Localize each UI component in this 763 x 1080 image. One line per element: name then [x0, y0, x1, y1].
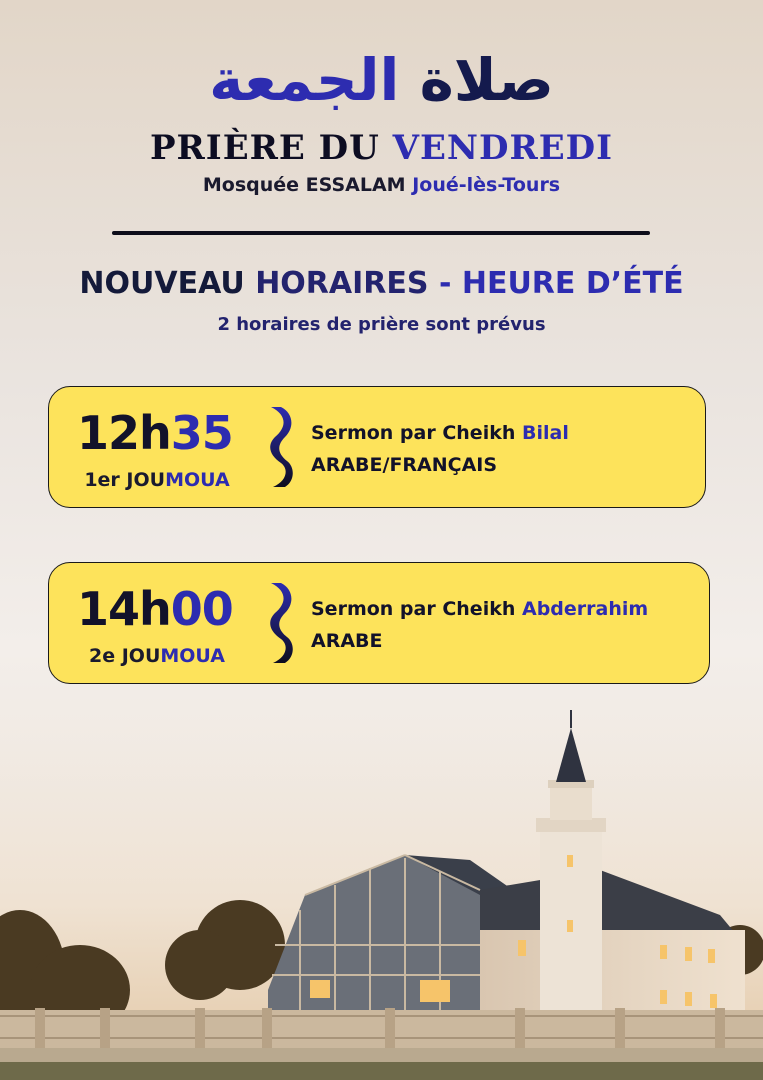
sermon-line: [311, 595, 648, 623]
prayer-label: [77, 643, 237, 669]
prayer-label: [77, 467, 237, 493]
mosque-name: Mosquée ESSALAM: [202, 174, 406, 196]
page-title: [0, 126, 763, 170]
arabic-title: [0, 40, 763, 120]
prayer-time-hour: 14h: [77, 582, 171, 636]
wave-divider-icon: [265, 581, 293, 665]
divider: [112, 231, 650, 235]
headline-part2: HORAIRES: [255, 266, 429, 301]
sermon-speaker: Bilal: [522, 422, 569, 444]
prayer-card-1: [48, 386, 706, 508]
headline-part1: NOUVEAU: [79, 266, 245, 301]
arabic-title-word1: صلاة: [419, 46, 554, 114]
prayer-time: [77, 401, 233, 465]
prayer-label-part2: MOUA: [160, 645, 225, 667]
prayer-time: [77, 577, 233, 641]
sermon-prefix: Sermon par Cheikh: [311, 598, 516, 620]
prayer-card-2: [48, 562, 710, 684]
arabic-title-word2: الجمعة: [209, 46, 400, 114]
prayer-time-minute: 00: [170, 582, 233, 636]
prayer-label-part1: 1er JOU: [84, 469, 166, 491]
page-title-part1: PRIÈRE DU: [149, 128, 380, 168]
mosque-subtitle: [0, 172, 763, 198]
mosque-photo: [0, 690, 763, 1080]
sermon-speaker: Abderrahim: [522, 598, 649, 620]
sermon-language: ARABE: [311, 630, 383, 652]
headline-separator: -: [438, 266, 452, 301]
sermon-line: [311, 419, 569, 447]
wave-divider-icon: [265, 405, 293, 489]
schedule-headline: [0, 262, 763, 306]
prayer-label-part1: 2e JOU: [89, 645, 161, 667]
page-title-part2: VENDREDI: [392, 128, 614, 168]
mosque-city: Joué-lès-Tours: [412, 174, 561, 196]
headline-part3: HEURE D’ÉTÉ: [461, 266, 684, 301]
sermon-language: ARABE/FRANÇAIS: [311, 454, 498, 476]
prayer-label-part2: MOUA: [165, 469, 230, 491]
prayer-time-minute: 35: [170, 406, 233, 460]
schedule-subline: 2 horaires de prière sont prévus: [217, 314, 546, 335]
prayer-time-hour: 12h: [77, 406, 171, 460]
sermon-prefix: Sermon par Cheikh: [311, 422, 516, 444]
